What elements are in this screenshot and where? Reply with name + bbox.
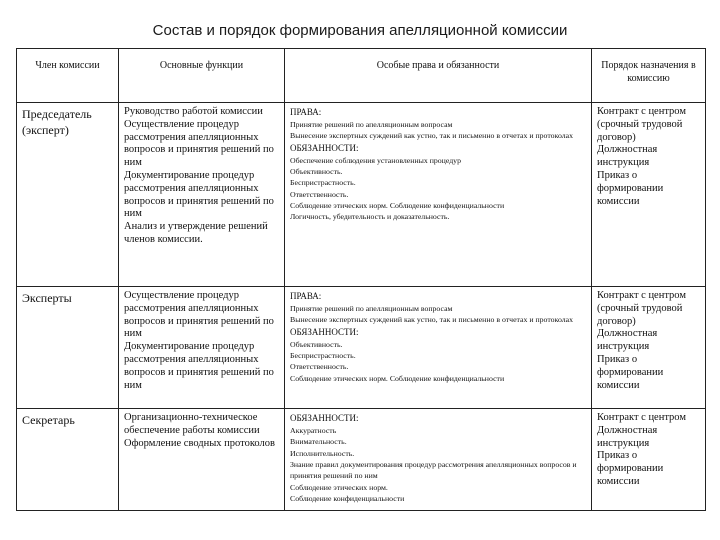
rights-line: Соблюдение этических норм. Соблюдение конфиденциальности bbox=[290, 200, 505, 210]
header-row bbox=[17, 49, 706, 103]
header-member: Член комиссии bbox=[17, 49, 119, 103]
rights-line: Аккуратность bbox=[290, 426, 337, 436]
rights-line: ПРАВА: bbox=[290, 107, 322, 117]
member-cell: Секретарь bbox=[17, 409, 119, 511]
functions-text: Руководство работой комиссии Осуществление процедур рассмотрения апелляционных вопросов и принятия решений по ним Документирование процедур рассмотрения апелляционных вопросов и принятия решений по ним Анализ и утверждение решений членов комиссии. bbox=[124, 106, 274, 245]
document-title: Состав и порядок формирования апелляционной комиссии bbox=[152, 22, 568, 39]
rights-line: Ответственность. bbox=[290, 362, 349, 372]
rights-line: Обеспечение соблюдения установленных процедур bbox=[290, 155, 461, 165]
appointment-cell bbox=[592, 103, 706, 287]
rights-line: Принятие решений по апелляционным вопросам bbox=[290, 120, 453, 130]
rights-cell bbox=[285, 287, 592, 409]
appointment-text: Контракт с центром (срочный трудовой договор) Должностная инструкция Приказ о формировании комиссии bbox=[597, 290, 686, 391]
rights-line: Объективность. bbox=[290, 166, 343, 176]
header-rights: Особые права и обязанности bbox=[285, 49, 592, 103]
functions-cell bbox=[119, 409, 285, 511]
rights-line: ОБЯЗАННОСТИ: bbox=[290, 413, 359, 423]
rights-line: Внимательность. bbox=[290, 437, 347, 447]
member-cell: Эксперты bbox=[17, 287, 119, 409]
functions-cell bbox=[119, 287, 285, 409]
member-cell: Председатель (эксперт) bbox=[17, 103, 119, 287]
rights-line: ОБЯЗАННОСТИ: bbox=[290, 142, 359, 153]
header-functions: Основные функции bbox=[119, 49, 285, 103]
appointment-text: Контракт с центром (срочный трудовой договор) Должностная инструкция Приказ о формировании комиссии bbox=[597, 106, 686, 207]
commission-table bbox=[16, 48, 706, 511]
rights-line: Соблюдение конфиденциальности bbox=[290, 493, 405, 503]
rights-line: Исполнительность. bbox=[290, 448, 355, 458]
rights-line: Ответственность. bbox=[290, 189, 349, 199]
rights-line: ОБЯЗАННОСТИ: bbox=[290, 326, 359, 337]
table-row bbox=[17, 287, 706, 409]
functions-cell bbox=[119, 103, 285, 287]
rights-line: Вынесение экспертных суждений как устно, так и письменно в отчетах и протоколах bbox=[290, 315, 573, 325]
rights-cell bbox=[285, 409, 592, 511]
rights-line: Беспристрастность. bbox=[290, 178, 356, 188]
functions-text: Осуществление процедур рассмотрения апелляционных вопросов и принятия решений по ним Документирование процедур рассмотрения апелляционных вопросов и принятия решений по ним bbox=[124, 290, 274, 391]
header-appointment: Порядок назначения в комиссию bbox=[592, 49, 706, 103]
rights-cell bbox=[285, 103, 592, 287]
table-row bbox=[17, 103, 706, 287]
table-row bbox=[17, 409, 706, 511]
rights-line: ПРАВА: bbox=[290, 291, 322, 301]
appointment-cell bbox=[592, 409, 706, 511]
rights-line: Объективность. bbox=[290, 339, 343, 349]
rights-line: Принятие решений по апелляционным вопросам bbox=[290, 304, 453, 314]
appointment-text: Контракт с центром Должностная инструкция Приказ о формировании комиссии bbox=[597, 412, 686, 487]
appointment-cell bbox=[592, 287, 706, 409]
rights-line: Вынесение экспертных суждений как устно, так и письменно в отчетах и протоколах bbox=[290, 131, 573, 141]
rights-line: Беспристрастность. bbox=[290, 350, 356, 360]
rights-line: Логичность, убедительность и доказательность. bbox=[290, 212, 450, 222]
rights-line: Знание правил документирования процедур рассмотрения апелляционных вопросов и принятия решений по ним bbox=[290, 459, 577, 481]
rights-line: Соблюдение этических норм. bbox=[290, 482, 388, 492]
rights-line: Соблюдение этических норм. Соблюдение конфиденциальности bbox=[290, 373, 505, 383]
functions-text: Организационно-техническое обеспечение работы комиссии Оформление сводных протоколов bbox=[124, 412, 275, 449]
